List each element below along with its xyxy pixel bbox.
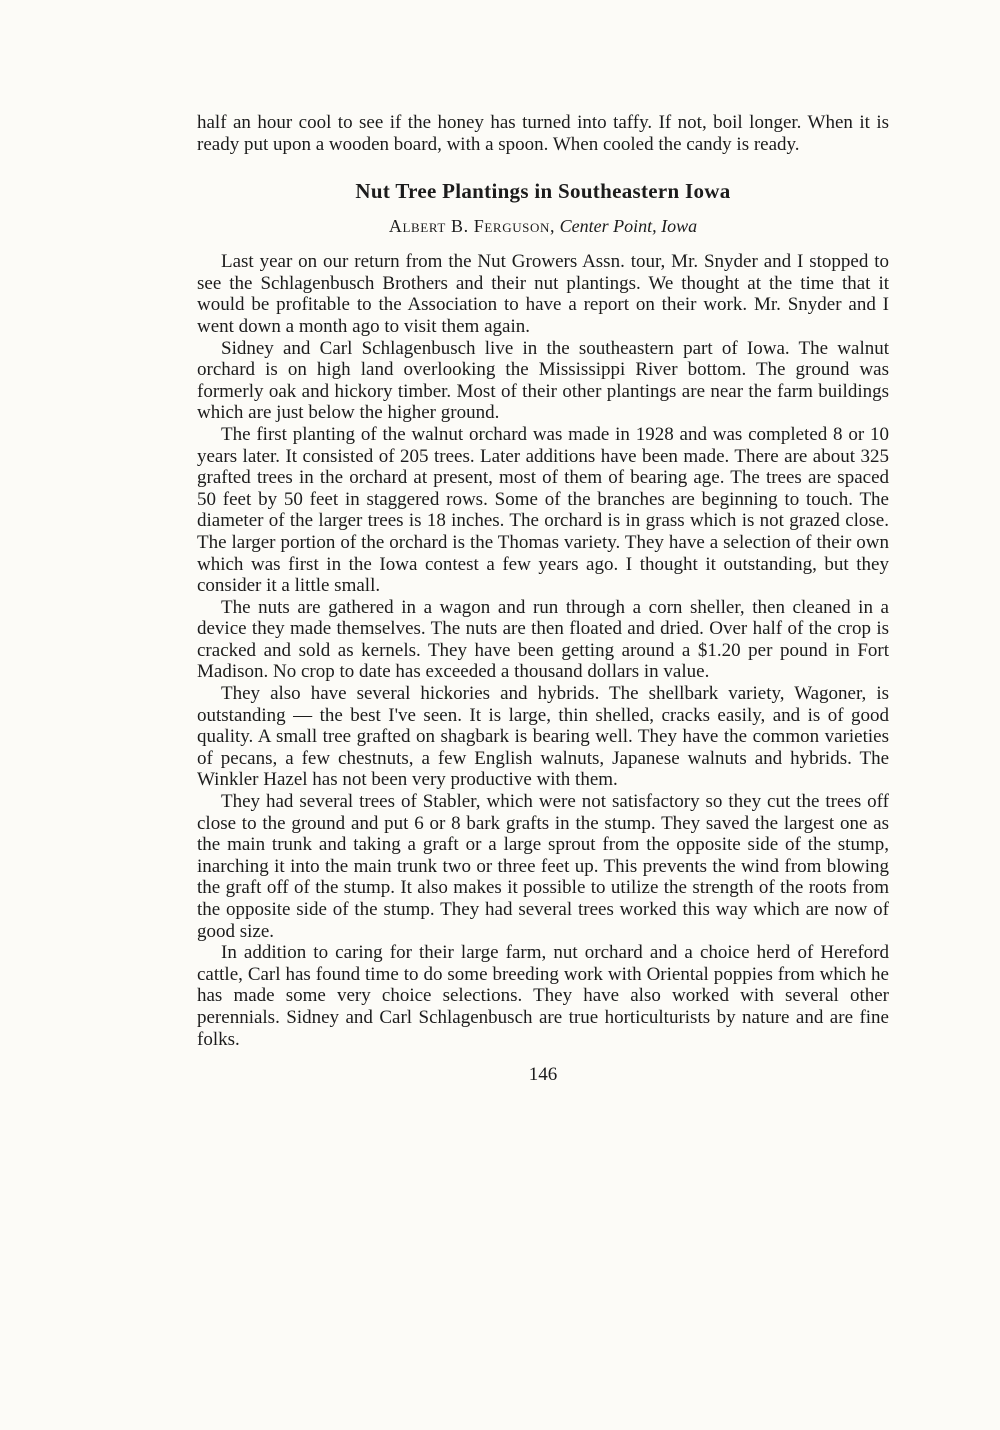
intro-continuation-paragraph xyxy=(197,112,889,155)
byline-author: Albert B. Ferguson, xyxy=(388,216,556,237)
paragraph: They had several trees of Stabler, which were not satisfactory so they cut the trees off close to the ground and put 6 or 8 bark grafts in the stump. They saved the largest one as the main trunk and taking a graft or a large sprout from the opposite side of the stump, inarching it into the main trunk two or three feet up. This prevents the wind from blowing the graft off of the stump. It also makes it possible to utilize the strength of the roots from the opposite side of the stump. They had several trees worked this way which are now of good size. xyxy=(197,791,889,942)
page-number: 146 xyxy=(528,1064,558,1086)
article-title: Nut Tree Plantings in Southeastern Iowa xyxy=(355,179,731,204)
paragraph: They also have several hickories and hybrids. The shellbark variety, Wagoner, is outstanding — the best I've seen. It is large, thin shelled, cracks easily, and is of good quality. A small tree grafted on shagbark is bearing well. They have the common varieties of pecans, a few chestnuts, a few English walnuts, Japanese walnuts and hybrids. The Winkler Hazel has not been very productive with them. xyxy=(197,683,889,791)
byline-location: Center Point, Iowa xyxy=(559,216,698,237)
article-body xyxy=(197,251,889,1050)
paragraph: Last year on our return from the Nut Growers Assn. tour, Mr. Snyder and I stopped to see the Schlagenbusch Brothers and their nut plantings. We thought at the time that it would be profitable to the Association to have a report on their work. Mr. Snyder and I went down a month ago to visit them again. xyxy=(197,251,889,337)
paragraph: Sidney and Carl Schlagenbusch live in the southeastern part of Iowa. The walnut orchard is on high land overlooking the Mississippi River bottom. The ground was formerly oak and hickory timber. Most of their other plantings are near the farm buildings which are just below the higher ground. xyxy=(197,337,889,424)
page xyxy=(197,112,889,1086)
paragraph: The first planting of the walnut orchard was made in 1928 and was completed 8 or 10 years later. It consisted of 205 trees. Later additions have been made. There are about 325 grafted trees in the orchard at present, most of them of bearing age. The trees are spaced 50 feet by 50 feet in staggered rows. Some of the branches are beginning to touch. The diameter of the larger trees is 18 inches. The orchard is in grass which is not grazed close. The larger portion of the orchard is the Thomas variety. They have a selection of their own which was first in the Iowa contest a few years ago. I thought it outstanding, but they consider it a little small. xyxy=(197,423,889,597)
byline xyxy=(197,216,889,237)
paragraph: half an hour cool to see if the honey has turned into taffy. If not, boil longer. When it is ready put upon a wooden board, with a spoon. When cooled the candy is ready. xyxy=(197,112,889,155)
paragraph: In addition to caring for their large farm, nut orchard and a choice herd of Hereford cattle, Carl has found time to do some breeding work with Oriental poppies from which he has made some very choice selections. They have also worked with several other perennials. Sidney and Carl Schlagenbusch are true horticulturists by nature and are fine folks. xyxy=(197,942,889,1050)
paragraph: The nuts are gathered in a wagon and run through a corn sheller, then cleaned in a device they made themselves. The nuts are then floated and dried. Over half of the crop is cracked and sold as kernels. They have been getting around a $1.20 per pound in Fort Madison. No crop to date has exceeded a thousand dollars in value. xyxy=(197,596,889,683)
